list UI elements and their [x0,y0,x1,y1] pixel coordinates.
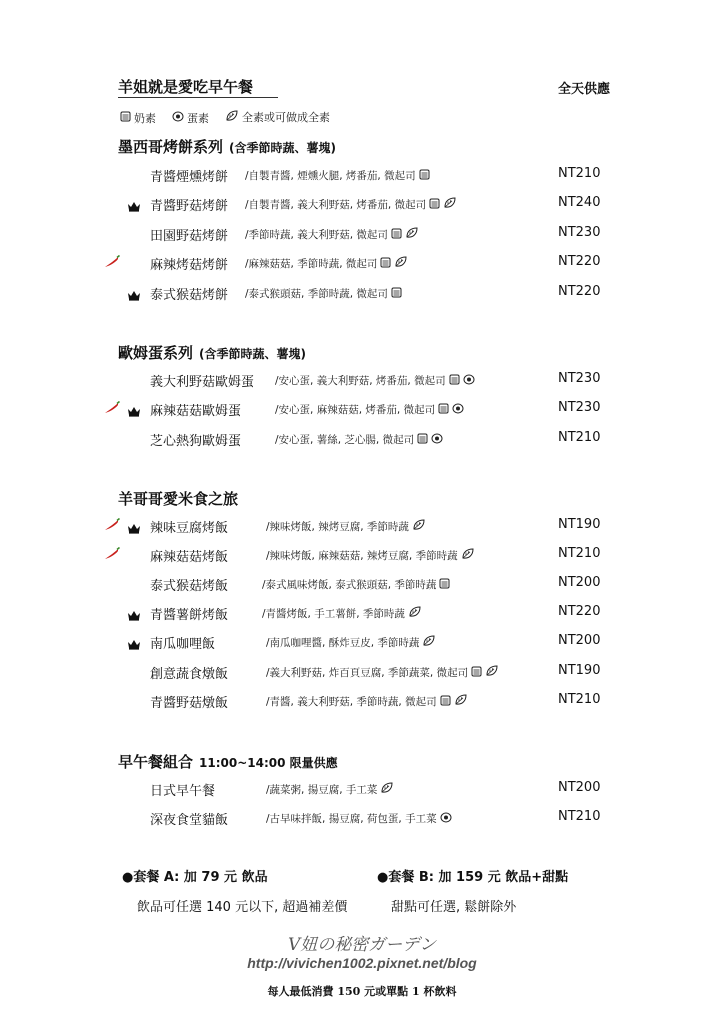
item-price: NT230 [558,400,601,415]
cheese-icon [417,433,428,447]
availability-label: 全天供應 [558,82,611,97]
section-title: 歐姆蛋系列 [118,344,194,362]
item-name: 南瓜咖哩飯 [150,637,216,652]
menu-item [0,778,724,800]
item-ingredients: /安心蛋, 麻辣菇菇, 烤番茄, 微起司 [275,404,436,416]
item-price: NT200 [558,780,601,795]
leaf-icon [461,548,475,563]
menu-item [0,252,724,274]
crown-icon [127,402,141,421]
item-price: NT220 [558,254,601,269]
leaf-icon [422,635,436,650]
item-name: 泰式猴菇烤餅 [150,288,229,303]
cheese-icon [429,198,440,212]
leaf-icon [408,606,422,621]
item-price: NT210 [558,809,601,824]
leaf-icon [443,197,457,212]
item-price: NT190 [558,517,601,532]
menu-item [0,282,724,304]
cheese-icon [438,403,449,417]
cheese-icon [391,228,402,242]
leaf-icon [225,110,239,125]
item-name: 泰式猴菇烤飯 [150,579,229,594]
legend-label: 奶素 [134,111,156,125]
item-name: 青醬野菇烤餅 [150,199,229,214]
set-b-note: 甜點可任選, 鬆餅除外 [391,900,517,915]
legend-label: 蛋素 [187,111,209,125]
section-heading [118,342,306,363]
item-price: NT230 [558,225,601,240]
item-ingredients: /自製青醬, 義大利野菇, 烤番茄, 微起司 [245,199,427,211]
item-name: 芝心熱狗歐姆蛋 [150,434,242,449]
item-ingredients: /蔬菜粥, 揚豆腐, 手工菜 [266,784,378,796]
watermark-name: V妞の秘密ガーデン [288,935,436,955]
cheese-icon [440,695,451,709]
section-note: (含季節時蔬、薯塊) [229,141,336,155]
leaf-icon [394,256,408,271]
set-a-label: ●套餐 A: 加 79 元 飲品 [122,870,268,885]
egg-icon [452,403,464,417]
chili-icon [103,517,121,536]
legend-label: 全素或可做成全素 [242,111,330,124]
menu-item [0,690,724,712]
item-description [245,256,408,271]
item-price: NT200 [558,633,601,648]
set-a-note: 飲品可任選 140 元以下, 超過補差價 [137,900,348,915]
item-price: NT240 [558,195,601,210]
item-price: NT230 [558,371,601,386]
item-name: 麻辣菇菇歐姆蛋 [150,404,242,419]
egg-icon [431,433,443,447]
crown-icon [127,519,141,538]
cheese-icon [380,257,391,271]
menu-title: 羊姐就是愛吃早午餐 [118,78,254,96]
section-title: 早午餐組合 [118,753,194,771]
item-description [266,782,394,797]
leaf-icon [405,227,419,242]
menu-item [0,807,724,829]
item-ingredients: /安心蛋, 義大利野菇, 烤番茄, 微起司 [275,375,446,387]
watermark-url: http://vivichen1002.pixnet.net/blog [247,955,477,971]
item-ingredients: /義大利野菇, 炸百頁豆腐, 季節蔬菜, 微起司 [266,667,469,679]
crown-icon [127,197,141,216]
item-ingredients: /季節時蔬, 義大利野菇, 微起司 [245,229,388,241]
item-name: 麻辣烤菇烤餅 [150,258,229,273]
item-name: 深夜食堂貓飯 [150,813,229,828]
menu-item [0,602,724,624]
item-price: NT220 [558,604,601,619]
legend-item [225,109,330,125]
item-price: NT210 [558,430,601,445]
section-title: 墨西哥烤餅系列 [118,138,224,156]
menu-item [0,164,724,186]
legend-item [120,110,156,126]
item-description [245,168,430,183]
crown-icon [127,606,141,625]
set-b-label: ●套餐 B: 加 159 元 飲品+甜點 [377,870,569,885]
item-price: NT220 [558,284,601,299]
item-price: NT200 [558,575,601,590]
item-ingredients: /辣味烤飯, 辣烤豆腐, 季節時蔬 [266,521,409,533]
item-price: NT210 [558,692,601,707]
chili-icon [103,400,121,419]
menu-item [0,515,724,537]
item-description [266,548,475,563]
item-name: 辣味豆腐烤飯 [150,521,229,536]
item-description [275,402,464,417]
item-price: NT190 [558,663,601,678]
crown-icon [127,635,141,654]
item-ingredients: /泰式風味烤飯, 泰式猴頭菇, 季節時蔬 [262,579,437,591]
item-ingredients: /泰式猴頭菇, 季節時蔬, 微起司 [245,288,388,300]
item-name: 創意蔬食燉飯 [150,667,229,682]
item-price: NT210 [558,546,601,561]
section-heading [118,751,338,772]
egg-icon [172,111,184,125]
item-name: 麻辣菇菇烤飯 [150,550,229,565]
item-description [245,286,402,301]
menu-item [0,661,724,683]
item-price: NT210 [558,166,601,181]
item-description [266,694,468,709]
cheese-icon [449,374,460,388]
item-ingredients: /安心蛋, 薯絲, 芝心腸, 微起司 [275,434,415,446]
item-description [266,811,452,826]
crown-icon [127,286,141,305]
menu-item [0,631,724,653]
item-name: 青醬煙燻烤餅 [150,170,229,185]
section-note: 11:00~14:00 限量供應 [199,756,338,770]
leaf-icon [485,665,499,680]
item-name: 義大利野菇歐姆蛋 [150,375,255,390]
cheese-icon [471,666,482,680]
menu-item [0,369,724,391]
item-description [275,432,443,447]
leaf-icon [412,519,426,534]
minimum-charge-note: 每人最低消費 150 元或單點 1 杯飲料 [267,985,457,998]
item-description [266,635,436,650]
item-ingredients: /自製青醬, 煙燻火腿, 烤番茄, 微起司 [245,170,416,182]
menu-item [0,573,724,595]
egg-icon [440,812,452,826]
item-ingredients: /麻辣菇菇, 季節時蔬, 微起司 [245,258,378,270]
item-name: 青醬野菇燉飯 [150,696,229,711]
item-description [262,577,450,592]
item-description [262,606,422,621]
item-ingredients: /辣味烤飯, 麻辣菇菇, 辣烤豆腐, 季節時蔬 [266,550,458,562]
leaf-icon [380,782,394,797]
section-note: (含季節時蔬、薯塊) [199,347,306,361]
leaf-icon [454,694,468,709]
cheese-icon [391,287,402,301]
egg-icon [463,374,475,388]
item-name: 青醬薯餅烤飯 [150,608,229,623]
item-description [266,519,426,534]
section-heading [118,136,336,157]
item-ingredients: /古早味拌飯, 揚豆腐, 荷包蛋, 手工菜 [266,813,437,825]
chili-icon [103,254,121,273]
item-ingredients: /南瓜咖哩醬, 酥炸豆皮, 季節時蔬 [266,637,420,649]
menu-item [0,544,724,566]
item-description [266,665,499,680]
title-underline [118,97,278,98]
cheese-icon [439,578,450,592]
section-heading [118,488,244,509]
item-ingredients: /青醬, 義大利野菇, 季節時蔬, 微起司 [266,696,437,708]
cheese-icon [120,111,131,125]
menu-item [0,428,724,450]
cheese-icon [419,169,430,183]
menu-item [0,223,724,245]
chili-icon [103,546,121,565]
section-title: 羊哥哥愛米食之旅 [118,490,239,508]
item-description [275,373,475,388]
item-description [245,197,457,212]
item-ingredients: /青醬烤飯, 手工薯餅, 季節時蔬 [262,608,405,620]
item-name: 日式早午餐 [150,784,216,799]
menu-item [0,193,724,215]
item-description [245,227,419,242]
item-name: 田園野菇烤餅 [150,229,229,244]
diet-legend [120,109,346,126]
menu-item [0,398,724,420]
legend-item [172,110,209,126]
